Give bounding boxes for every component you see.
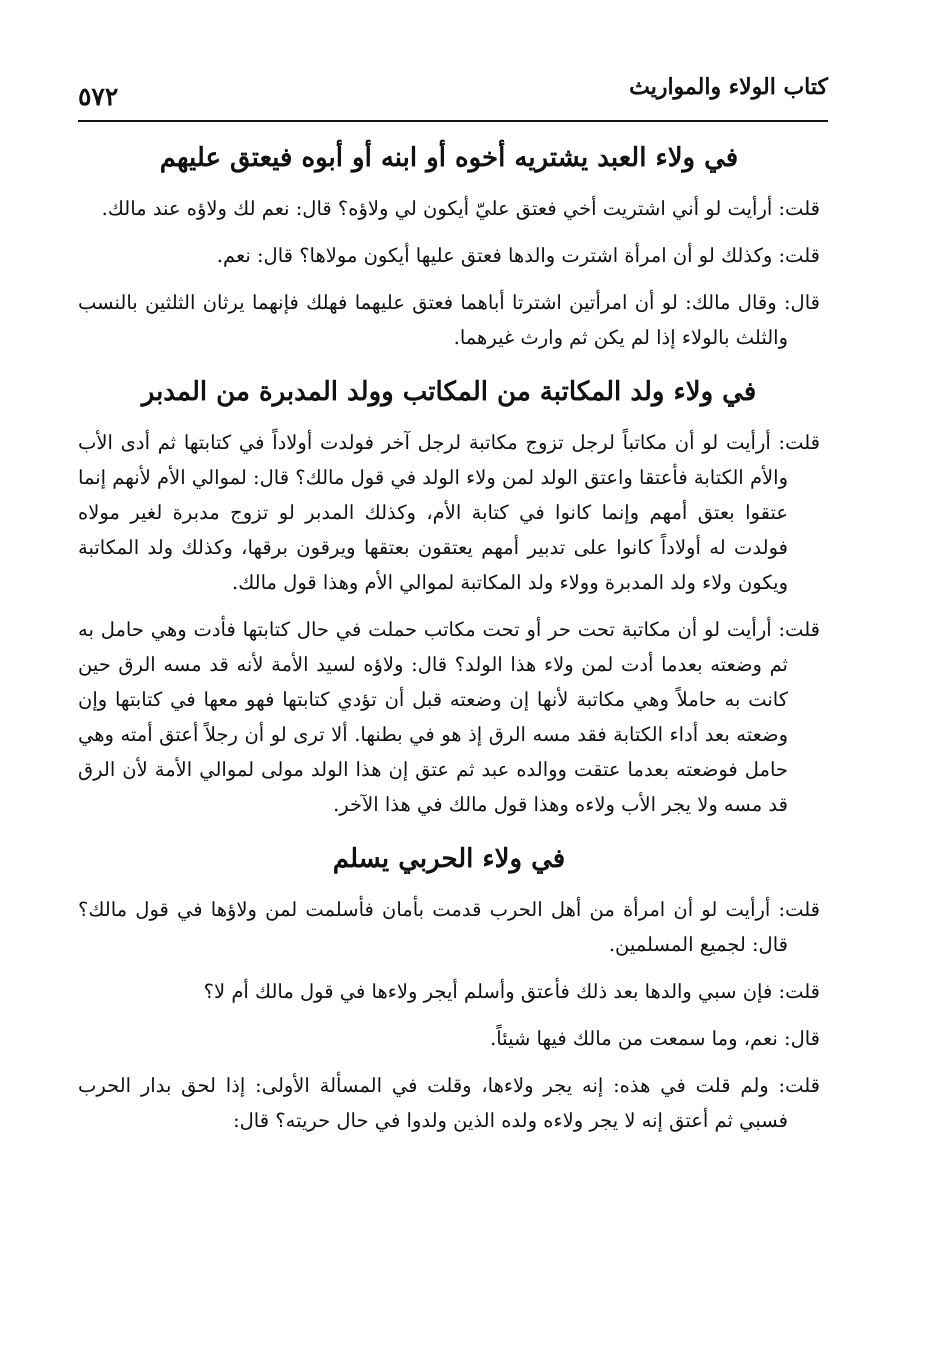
section-title-2: في ولاء ولد المكاتبة من المكاتب وولد المدبرة من المدبر (141, 377, 757, 407)
paragraph: قلت: ولم قلت في هذه: إنه يجر ولاءها، وقلت في المسألة الأولى: إذا لحق بدار الحرب فسبي ثم أعتق إنه لا يجر ولاءه ولده الذين ولدوا في حال حريته؟ قال: (78, 1074, 820, 1132)
page-header (78, 62, 828, 124)
header-rule (78, 120, 828, 122)
running-head-title: كتاب الولاء والمواريث (629, 74, 828, 100)
paragraph: قلت: أرأيت لو أن امرأة من أهل الحرب قدمت بأمان فأسلمت لمن ولاؤها في قول مالك؟ قال: لجميع المسلمين. (78, 898, 820, 956)
section-title-1: في ولاء العبد يشتريه أخوه أو ابنه أو أبوه فيعتق عليهم (159, 143, 739, 173)
paragraph: قلت: أرأيت لو أن مكاتباً لرجل تزوج مكاتبة لرجل آخر فولدت أولاداً في كتابتها ثم أدى الأب والأم الكتابة فأعتقا واعتق الولد لمن ولاء الولد في قول مالك؟ قال: لموالي الأم لأنهم إنما عتقوا بعتق أمهم وإنما كانوا في كتابة الأم، وكذلك المدبر لو تزوج مدبرة لغير مولاه فولدت له أولاداً كانوا على تدبير أمهم يعتقون بعتقها ويرقون برقها، وكذلك ولد المكاتبة ويكون ولاء ولد المدبرة وولاء ولد المكاتبة لموالي الأم وهذا قول مالك. (78, 431, 820, 594)
page-number: ٥٧٢ (78, 82, 119, 111)
section-title-3: في ولاء الحربي يسلم (332, 844, 566, 874)
paragraph: قلت: وكذلك لو أن امرأة اشترت والدها فعتق عليها أيكون مولاها؟ قال: نعم. (216, 244, 820, 267)
paragraph: قلت: أرأيت لو أن مكاتبة تحت حر أو تحت مكاتب حملت في حال كتابتها فأدت وهي حامل به ثم وضعته بعدما أدت لمن ولاء هذا الولد؟ قال: ولاؤه لسيد الأمة لأنه قد مسه الرق حين كانت به حاملاً وهي مكاتبة لأنها إن وضعته قبل أن تؤدي كتابتها فهو معها في كتابتها وإن وضعته بعد أداء الكتابة فقد مسه الرق إذ هو في بطنها. ألا ترى لو أن رجلاً أعتق أمته وهي حامل فوضعته بعدما عتقت ووالده عبد ثم عتق إن هذا الولد مولى لموالي الأمة لأن الرق قد مسه ولا يجر الأب ولاءه وهذا قول مالك في هذا الآخر. (78, 618, 820, 816)
paragraph: قال: نعم، وما سمعت من مالك فيها شيئاً. (490, 1027, 820, 1050)
page-body (78, 133, 820, 1150)
paragraph: قلت: أرأيت لو أني اشتريت أخي فعتق عليّ أيكون لي ولاؤه؟ قال: نعم لك ولاؤه عند مالك. (101, 197, 820, 220)
paragraph: قال: وقال مالك: لو أن امرأتين اشترتا أباهما فعتق عليهما فهلك فإنهما يرثان الثلثين بالنسب والثلث بالولاء إذا لم يكن ثم وارث غيرهما. (78, 291, 820, 349)
paragraph: قلت: فإن سبي والدها بعد ذلك فأعتق وأسلم أيجر ولاءها في قول مالك أم لا؟ (203, 980, 820, 1003)
